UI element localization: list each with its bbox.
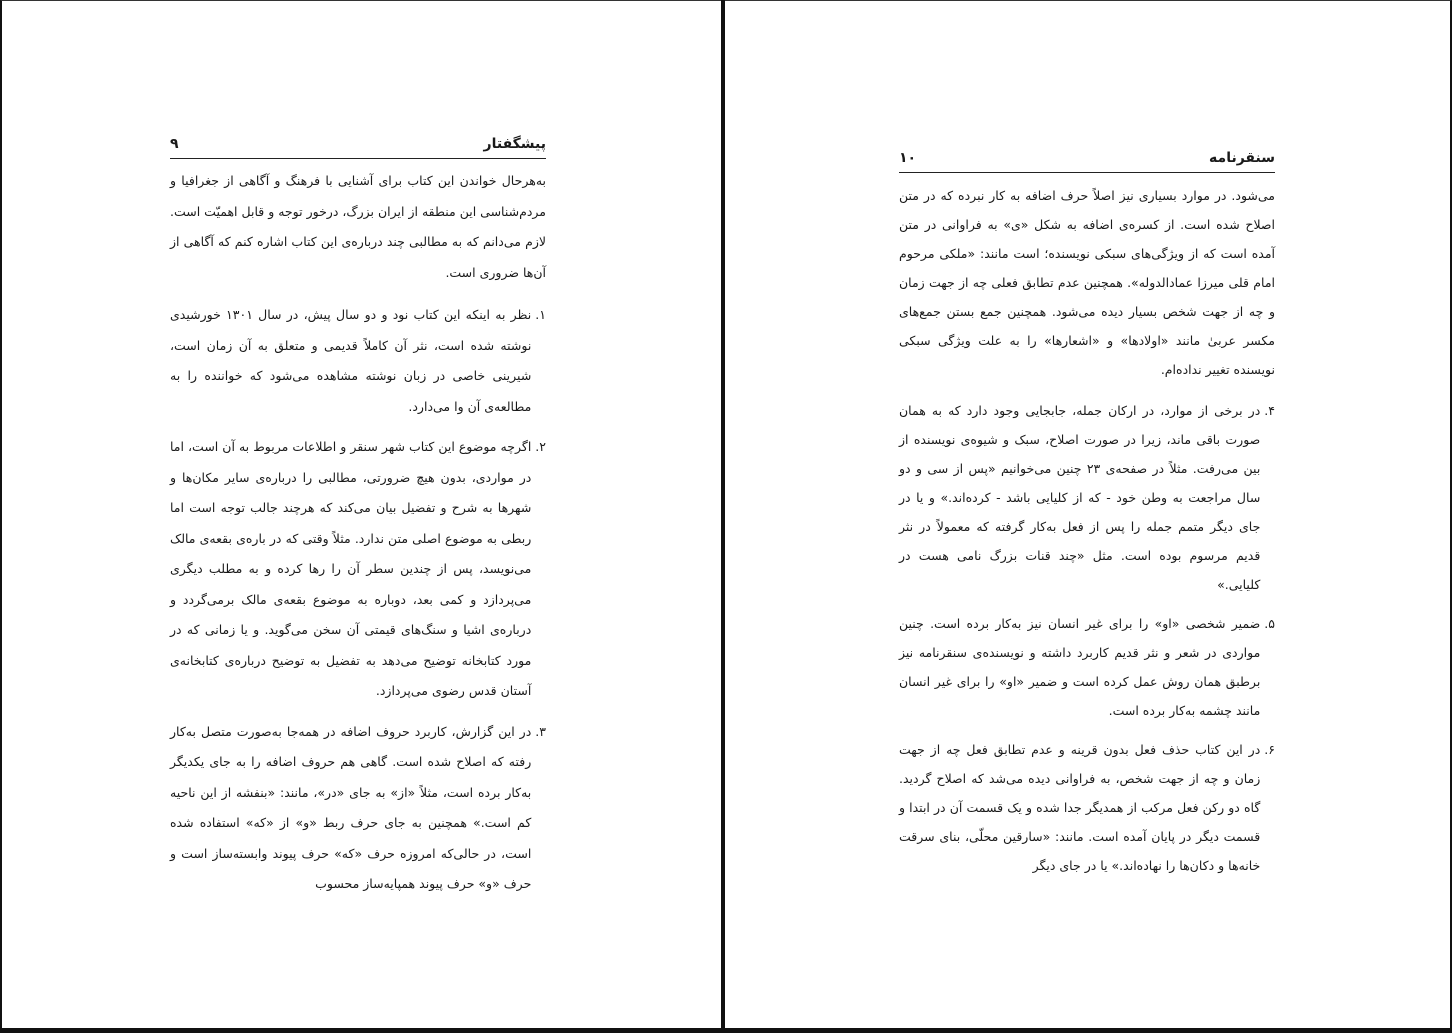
left-header-title: پیشگفتار xyxy=(483,136,546,152)
left-running-head xyxy=(170,136,546,159)
item-text: در این گزارش، کاربرد حروف اضافه در همه‌جا به‌صورت متصل به‌کار رفته که اصلاح شده است. گاهی هم حروف اضافه را به جای یکدیگر به‌کار برده است، مثلاً «از» به جای «در»، مانند: «بنفشه از این ناحیه کم است.» همچنین به جای حرف ربط «و» از «که» استفاده شده است، در حالی‌که امروزه حرف «که» حرف پیوند وابسته‌ساز است و حرف «و» حرف پیوند همپایه‌ساز محسوب xyxy=(170,723,532,891)
list-item xyxy=(170,717,546,900)
list-item xyxy=(899,735,1275,880)
right-page-number: ۱۰ xyxy=(899,150,917,166)
item-text: نظر به اینکه این کتاب نود و دو سال پیش، در سال ۱۳۰۱ خورشیدی نوشته شده است، نثر آن کاملاً قدیمی و متعلق به آن زمان است، شیرینی خاصی در زبان نوشته مشاهده می‌شود که خواننده را به مطالعه‌ی آن وا می‌دارد. xyxy=(170,307,532,414)
item-number: ۳. xyxy=(535,723,546,739)
item-text: ضمیر شخصی «او» را برای غیر انسان نیز به‌کار برده است. چنین مواردی در شعر و نثر قدیم کاربرد داشته و نویسنده‌ی سنقرنامه نیز برطبق همان روش عمل کرده است و ضمیر «او» را برای غیر انسان مانند چشمه به‌کار برده است. xyxy=(899,616,1261,718)
item-number: ۴. xyxy=(1264,403,1275,418)
item-number: ۶. xyxy=(1264,742,1275,757)
right-body-text xyxy=(899,181,1275,890)
book-gutter xyxy=(721,0,725,1033)
item-text: در این کتاب حذف فعل بدون قرینه و عدم تطابق فعل چه از جهت زمان و چه از جهت شخص، به فراوانی دیده می‌شد که اصلاح گردید. گاه دو رکن فعل مرکب از همدیگر جدا شده و یک قسمت آن در ابتدا و قسمت دیگر در پایان آمده است. مانند: «سارقین محلّی، بنای سرقت خانه‌ها و دکان‌ها را نهاده‌اند.» یا در جای دیگر xyxy=(899,742,1261,873)
list-item xyxy=(899,609,1275,725)
item-text: در برخی از موارد، در ارکان جمله، جابجایی وجود دارد که به همان صورت باقی ماند، زیرا در صورت اصلاح، سبک و شیوه‌ی نویسنده از بین می‌رفت. مثلاً در صفحه‌ی ۲۳ چنین می‌خوانیم «پس از سی و دو سال مراجعت به وطن خود - که از کلیایی باشد - کرده‌اند.» و یا در جای دیگر متمم جمله را پس از فعل به‌کار گرفته که معمولاً در نثر قدیم مرسوم بوده است. مثل «چند قنات بزرگ نامی هست در کلیایی.» xyxy=(899,403,1261,592)
item-number: ۲. xyxy=(535,439,546,454)
list-item xyxy=(170,300,546,422)
left-body-text xyxy=(170,166,546,910)
list-item xyxy=(899,396,1275,599)
intro-paragraph: به‌هرحال خواندن این کتاب برای آشنایی با فرهنگ و آگاهی از جغرافیا و مردم‌شناسی این منطقه از ایران بزرگ، درخور توجه و قابل اهمیّت است. لازم می‌دانم که به مطالبی چند درباره‌ی این کتاب اشاره کنم که آگاهی از آن‌ها ضروری است. xyxy=(170,173,546,280)
item-number: ۱. xyxy=(535,307,546,322)
bottom-edge xyxy=(0,1028,1452,1031)
item-text: اگرچه موضوع این کتاب شهر سنقر و اطلاعات مربوط به آن است، اما در مواردی، بدون هیچ ضرورتی، مطالبی را درباره‌ی سایر مکان‌ها و شهرها به شرح و تفضیل بیان می‌کند که هرچند جالب توجه است اما ربطی به موضوع اصلی متن ندارد. مثلاً وقتی که در باره‌ی بقعه‌ی مالک می‌نویسد، پس از چندین سطر آن را رها کرده و به مطلب دیگری می‌پردازد و کمی بعد، دوباره به موضوع بقعه‌ی مالک برمی‌گردد و درباره‌ی اشیا و سنگ‌های قیمتی آن سخن می‌گوید. و یا زمانی که در مورد کتابخانه توضیح می‌دهد به تفضیل به توضیح درباره‌ی کتابخانه‌ی آستان قدس رضوی می‌پردازد. xyxy=(170,439,532,698)
left-page-number: ۹ xyxy=(170,136,179,152)
right-running-head xyxy=(899,150,1275,173)
right-header-title: سنقرنامه xyxy=(1209,150,1275,166)
list-item xyxy=(170,432,546,707)
continuation-paragraph: می‌شود. در موارد بسیاری نیز اصلاً حرف اضافه به کار نبرده که در متن اصلاح شده است. از کسره‌ی اضافه به شکل «ی» به فراوانی در متن آمده است که از ویژگی‌های سبکی نویسنده؛ است مانند: «ملکی مرحوم امام قلی میرزا عمادالدوله». همچنین عدم تطابق فعلی چه از جهت زمان و چه از جهت شخص بسیار دیده می‌شود. همچنین جمع بستن جمع‌های مکسر عربیٰ مانند «اولادها» و «اشعارها» را به علت ویژگی سبکی نویسنده تغییر نداده‌ام. xyxy=(899,188,1275,377)
item-number: ۵. xyxy=(1264,616,1275,631)
